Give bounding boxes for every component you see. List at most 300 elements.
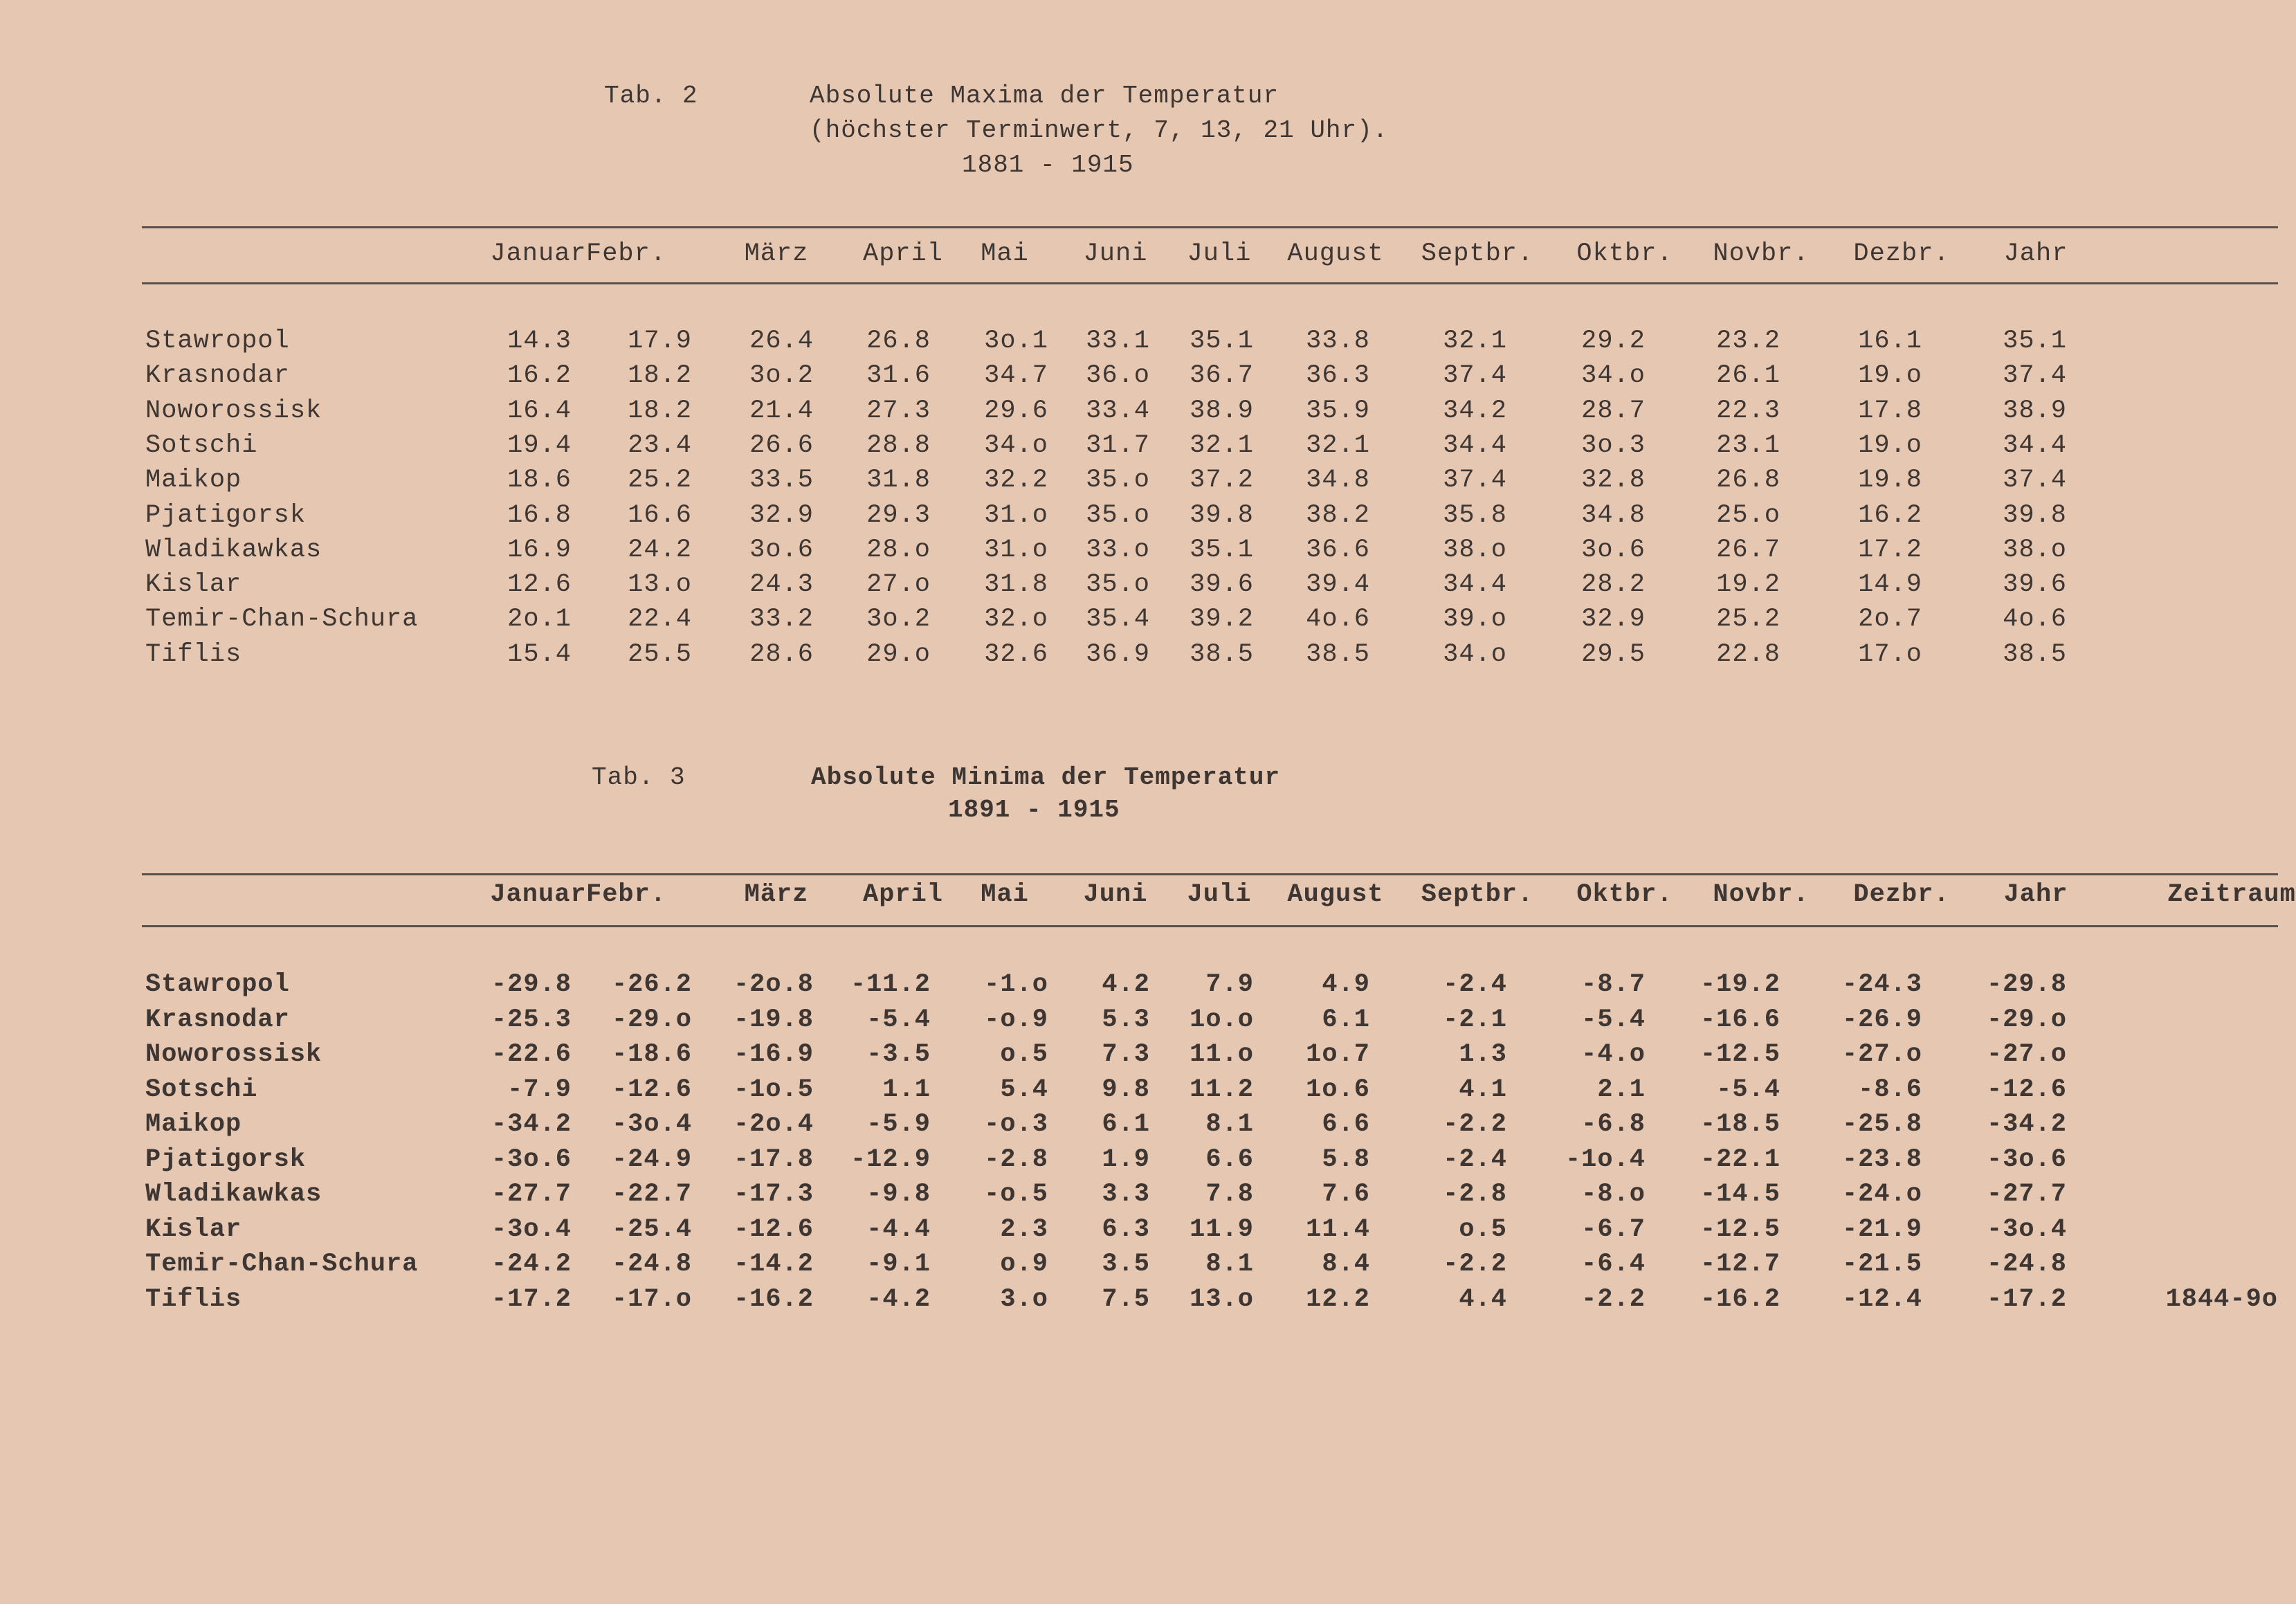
- tab3-cell: -2o.8: [733, 970, 814, 999]
- tab3-cell: -12.4: [1841, 1284, 1922, 1314]
- tab3-cell: -29.8: [1986, 970, 2067, 999]
- tab2-cell: 35.1: [1190, 327, 1254, 356]
- tab3-cell: 3.3: [1102, 1180, 1150, 1209]
- tab2-cell: 14.3: [507, 327, 572, 356]
- tab2-cell: 25.2: [628, 466, 692, 495]
- tab2-cell: 37.4: [2003, 466, 2067, 495]
- tab3-cell: -2.8: [1443, 1180, 1507, 1209]
- tab2-cell: 23.4: [628, 430, 692, 460]
- tab3-col-header: Oktbr.: [1576, 880, 1673, 909]
- tab3-cell: -16.2: [1700, 1284, 1780, 1314]
- tab2-cell: 35.4: [1086, 605, 1150, 635]
- tab3-cell: -2.4: [1443, 1145, 1507, 1174]
- tab2-cell: 19.4: [507, 430, 572, 460]
- tab3-cell: -4.4: [866, 1214, 931, 1244]
- tab2-cell: 16.8: [507, 500, 572, 530]
- tab2-cell: 3o.1: [984, 327, 1048, 356]
- tab3-cell: 4.2: [1102, 970, 1150, 999]
- tab2-cell: 17.o: [1858, 639, 1922, 669]
- tab3-cell: 5.3: [1102, 1005, 1150, 1035]
- tab3-cell: -12.5: [1700, 1040, 1780, 1069]
- tab3-cell: -2.1: [1443, 1005, 1507, 1035]
- tab3-cell: -16.6: [1700, 1005, 1780, 1035]
- tab2-cell: 28.o: [866, 535, 931, 565]
- tab2-cell: 36.9: [1086, 639, 1150, 669]
- tab3-station-label: Temir-Chan-Schura: [145, 1250, 419, 1279]
- tab2-cell: 38.5: [2003, 639, 2067, 669]
- tab3-cell: -8.7: [1581, 970, 1646, 999]
- tab2-cell: 31.8: [866, 466, 931, 495]
- tab3-cell: -14.5: [1700, 1180, 1780, 1209]
- tab2-title: Absolute Maxima der Temperatur: [810, 82, 1279, 110]
- tab3-col-header: Febr.: [585, 880, 667, 909]
- tab2-cell: 32.9: [1581, 605, 1646, 635]
- tab2-cell: 19.o: [1858, 430, 1922, 460]
- tab2-cell: 32.8: [1581, 466, 1646, 495]
- tab2-col-header: Oktbr.: [1576, 239, 1673, 268]
- tab3-period: 1891 - 1915: [948, 796, 1120, 824]
- tab2-cell: 34.o: [984, 430, 1048, 460]
- tab2-cell: 35.o: [1086, 466, 1150, 495]
- tab3-cell: 11.2: [1190, 1075, 1254, 1104]
- tab3-top-rule: [142, 873, 2278, 875]
- tab3-col-header: Jahr: [2003, 880, 2068, 909]
- tab3-cell: -29.o: [1986, 1005, 2067, 1035]
- tab3-cell: -25.8: [1841, 1110, 1922, 1139]
- tab2-cell: 37.2: [1190, 466, 1254, 495]
- tab3-cell: 11.o: [1190, 1040, 1254, 1069]
- tab2-cell: 18.2: [628, 361, 692, 391]
- tab3-cell: -2.2: [1581, 1284, 1646, 1314]
- tab2-cell: 39.2: [1190, 605, 1254, 635]
- tab3-cell: o.5: [1459, 1214, 1507, 1244]
- tab2-cell: 24.2: [628, 535, 692, 565]
- tab3-cell: 1.1: [882, 1075, 931, 1104]
- tab3-cell: -5.4: [1716, 1075, 1780, 1104]
- tab3-station-label: Sotschi: [145, 1075, 258, 1104]
- tab2-cell: 29.6: [984, 396, 1048, 426]
- tab2-cell: 33.8: [1306, 327, 1370, 356]
- tab3-cell: -24.8: [1986, 1250, 2067, 1279]
- tab3-cell: 7.5: [1102, 1284, 1150, 1314]
- tab3-cell: -22.1: [1700, 1145, 1780, 1174]
- tab2-cell: 39.6: [1190, 570, 1254, 600]
- tab2-cell: 31.7: [1086, 430, 1150, 460]
- tab3-cell: -29.o: [611, 1005, 692, 1035]
- tab3-cell: -17.2: [1986, 1284, 2067, 1314]
- tab3-cell: 3.5: [1102, 1250, 1150, 1279]
- tab3-cell: -27.7: [491, 1180, 572, 1209]
- tab2-cell: 28.6: [749, 639, 814, 669]
- tab2-cell: 2o.7: [1858, 605, 1922, 635]
- tab3-cell: -25.3: [491, 1005, 572, 1035]
- tab2-cell: 32.9: [749, 500, 814, 530]
- tab2-cell: 23.2: [1716, 327, 1780, 356]
- tab2-station-label: Sotschi: [145, 430, 258, 460]
- tab2-station-label: Noworossisk: [145, 396, 322, 426]
- tab3-cell: -11.2: [850, 970, 931, 999]
- tab2-cell: 33.1: [1086, 327, 1150, 356]
- tab3-cell: o.5: [1000, 1040, 1048, 1069]
- tab3-cell: 8.1: [1205, 1250, 1254, 1279]
- tab3-cell: -23.8: [1841, 1145, 1922, 1174]
- tab3-cell: -2.8: [984, 1145, 1048, 1174]
- tab2-station-label: Tiflis: [145, 639, 242, 669]
- tab2-cell: 3o.3: [1581, 430, 1646, 460]
- tab2-cell: 29.5: [1581, 639, 1646, 669]
- tab2-cell: 33.o: [1086, 535, 1150, 565]
- tab3-cell: -9.1: [866, 1250, 931, 1279]
- tab3-cell: -27.o: [1986, 1040, 2067, 1069]
- tab2-cell: 19.8: [1858, 466, 1922, 495]
- tab3-cell: -7.9: [507, 1075, 572, 1104]
- tab3-col-header: August: [1287, 880, 1384, 909]
- tab2-cell: 26.8: [1716, 466, 1780, 495]
- tab3-cell: -24.o: [1841, 1180, 1922, 1209]
- tab2-cell: 26.7: [1716, 535, 1780, 565]
- tab2-col-header: April: [862, 239, 944, 268]
- tab2-col-header: Novbr.: [1713, 239, 1810, 268]
- tab3-cell: -34.2: [491, 1110, 572, 1139]
- tab3-station-label: Wladikawkas: [145, 1180, 322, 1209]
- tab3-cell: -16.2: [733, 1284, 814, 1314]
- tab3-col-header: Septbr.: [1421, 880, 1534, 909]
- tab3-cell: -21.9: [1841, 1214, 1922, 1244]
- tab2-cell: 36.7: [1190, 361, 1254, 391]
- tab2-cell: 25.o: [1716, 500, 1780, 530]
- tab3-cell: -4.o: [1581, 1040, 1646, 1069]
- tab2-cell: 39.6: [2003, 570, 2067, 600]
- tab2-cell: 39.8: [2003, 500, 2067, 530]
- tab2-subtitle: (höchster Terminwert, 7, 13, 21 Uhr).: [810, 116, 1389, 145]
- tab2-cell: 17.2: [1858, 535, 1922, 565]
- tab3-cell: -27.7: [1986, 1180, 2067, 1209]
- tab3-cell: -o.9: [984, 1005, 1048, 1035]
- tab3-cell: 6.6: [1205, 1145, 1254, 1174]
- tab2-col-header: Juli: [1187, 239, 1252, 268]
- tab3-cell: o.9: [1000, 1250, 1048, 1279]
- tab3-col-header: April: [862, 880, 944, 909]
- tab3-cell: -14.2: [733, 1250, 814, 1279]
- tab2-cell: 3o.6: [749, 535, 814, 565]
- tab2-cell: 36.3: [1306, 361, 1370, 391]
- tab2-cell: 39.o: [1443, 605, 1507, 635]
- tab3-col-header: Januar: [490, 880, 587, 909]
- tab3-cell: -17.o: [611, 1284, 692, 1314]
- tab3-cell: -24.8: [611, 1250, 692, 1279]
- tab3-cell: -6.4: [1581, 1250, 1646, 1279]
- tab2-cell: 16.6: [628, 500, 692, 530]
- tab3-cell: 1o.o: [1190, 1005, 1254, 1035]
- tab2-cell: 34.o: [1443, 639, 1507, 669]
- tab2-cell: 19.2: [1716, 570, 1780, 600]
- tab2-col-header: Septbr.: [1421, 239, 1534, 268]
- tab3-cell: 1.9: [1102, 1145, 1150, 1174]
- tab2-cell: 3o.2: [866, 605, 931, 635]
- tab2-cell: 38.5: [1190, 639, 1254, 669]
- tab3-cell: -2.2: [1443, 1110, 1507, 1139]
- tab3-col-header: Juni: [1083, 880, 1148, 909]
- tab3-cell: -8.6: [1858, 1075, 1922, 1104]
- tab2-cell: 35.1: [2003, 327, 2067, 356]
- tab2-top-rule: [142, 226, 2278, 228]
- tab3-cell: -3o.6: [1986, 1145, 2067, 1174]
- tab2-cell: 3o.2: [749, 361, 814, 391]
- tab3-cell: -22.7: [611, 1180, 692, 1209]
- tab3-cell: -34.2: [1986, 1110, 2067, 1139]
- tab2-cell: 38.9: [1190, 396, 1254, 426]
- tab3-cell: -9.8: [866, 1180, 931, 1209]
- tab3-cell: 11.9: [1190, 1214, 1254, 1244]
- tab2-cell: 34.8: [1581, 500, 1646, 530]
- tab2-station-label: Krasnodar: [145, 361, 290, 391]
- tab2-cell: 15.4: [507, 639, 572, 669]
- tab2-station-label: Pjatigorsk: [145, 500, 307, 530]
- tab2-cell: 12.6: [507, 570, 572, 600]
- tab2-cell: 38.o: [1443, 535, 1507, 565]
- tab2-cell: 13.o: [628, 570, 692, 600]
- tab3-cell: -24.2: [491, 1250, 572, 1279]
- tab2-cell: 21.4: [749, 396, 814, 426]
- tab3-cell: -3o.4: [611, 1110, 692, 1139]
- tab2-period: 1881 - 1915: [962, 151, 1134, 179]
- tab2-cell: 26.8: [866, 327, 931, 356]
- tab2-cell: 34.8: [1306, 466, 1370, 495]
- tab3-cell: 8.1: [1205, 1110, 1254, 1139]
- tab2-cell: 32.2: [984, 466, 1048, 495]
- tab2-cell: 22.3: [1716, 396, 1780, 426]
- tab3-cell: -3.5: [866, 1040, 931, 1069]
- tab2-cell: 16.2: [507, 361, 572, 391]
- tab2-cell: 25.5: [628, 639, 692, 669]
- tab3-cell: -5.4: [866, 1005, 931, 1035]
- tab2-cell: 39.8: [1190, 500, 1254, 530]
- tab2-cell: 35.o: [1086, 570, 1150, 600]
- tab2-cell: 37.4: [1443, 361, 1507, 391]
- tab3-cell: -3o.6: [491, 1145, 572, 1174]
- tab3-cell: -5.9: [866, 1110, 931, 1139]
- tab3-title: Absolute Minima der Temperatur: [811, 763, 1281, 792]
- tab2-cell: 18.2: [628, 396, 692, 426]
- tab3-cell: 6.3: [1102, 1214, 1150, 1244]
- tab3-cell: 6.1: [1322, 1005, 1370, 1035]
- tab3-cell: 5.8: [1322, 1145, 1370, 1174]
- tab2-cell: 24.3: [749, 570, 814, 600]
- tab2-cell: 34.o: [1581, 361, 1646, 391]
- tab2-cell: 33.5: [749, 466, 814, 495]
- tab2-cell: 38.5: [1306, 639, 1370, 669]
- tab2-cell: 28.2: [1581, 570, 1646, 600]
- tab2-cell: 36.o: [1086, 361, 1150, 391]
- tab2-col-header: Januar: [490, 239, 587, 268]
- tab3-cell: -29.8: [491, 970, 572, 999]
- tab3-cell: 4.9: [1322, 970, 1370, 999]
- tab3-cell: -o.3: [984, 1110, 1048, 1139]
- tab2-col-header: Mai: [981, 239, 1029, 268]
- tab3-cell: 2.1: [1597, 1075, 1646, 1104]
- tab3-cell: -o.5: [984, 1180, 1048, 1209]
- tab3-cell: 4.4: [1459, 1284, 1507, 1314]
- tab2-col-header: Juni: [1083, 239, 1148, 268]
- tab2-cell: 25.2: [1716, 605, 1780, 635]
- tab3-cell: -8.o: [1581, 1180, 1646, 1209]
- tab2-cell: 22.4: [628, 605, 692, 635]
- tab3-cell: -6.8: [1581, 1110, 1646, 1139]
- tab2-cell: 38.9: [2003, 396, 2067, 426]
- tab2-col-header: August: [1287, 239, 1384, 268]
- tab2-cell: 28.8: [866, 430, 931, 460]
- tab2-col-header: Dezbr.: [1853, 239, 1950, 268]
- tab2-cell: 3o.6: [1581, 535, 1646, 565]
- tab2-cell: 27.o: [866, 570, 931, 600]
- tab3-cell: 9.8: [1102, 1075, 1150, 1104]
- tab2-label: Tab. 2: [604, 82, 698, 110]
- tab2-cell: 31.o: [984, 500, 1048, 530]
- tab2-cell: 32.1: [1306, 430, 1370, 460]
- tab3-cell: -12.7: [1700, 1250, 1780, 1279]
- tab3-cell: -12.6: [733, 1214, 814, 1244]
- tab2-cell: 28.7: [1581, 396, 1646, 426]
- tab2-cell: 36.6: [1306, 535, 1370, 565]
- tab3-station-label: Tiflis: [145, 1284, 242, 1314]
- tab3-col-header: Mai: [981, 880, 1029, 909]
- tab3-cell: -27.o: [1841, 1040, 1922, 1069]
- tab3-col-header: Dezbr.: [1853, 880, 1950, 909]
- tab2-cell: 29.o: [866, 639, 931, 669]
- tab2-cell: 38.o: [2003, 535, 2067, 565]
- tab3-cell: -17.8: [733, 1145, 814, 1174]
- tab2-col-header: Febr.: [585, 239, 667, 268]
- tab2-station-label: Temir-Chan-Schura: [145, 605, 419, 635]
- tab2-cell: 37.4: [1443, 466, 1507, 495]
- tab3-station-label: Kislar: [145, 1214, 242, 1244]
- tab3-cell: -6.7: [1581, 1214, 1646, 1244]
- tab3-cell: -18.6: [611, 1040, 692, 1069]
- tab2-cell: 34.2: [1443, 396, 1507, 426]
- tab2-cell: 34.7: [984, 361, 1048, 391]
- tab2-cell: 38.2: [1306, 500, 1370, 530]
- tab3-cell: 6.1: [1102, 1110, 1150, 1139]
- tab3-station-label: Krasnodar: [145, 1005, 290, 1035]
- tab2-cell: 14.9: [1858, 570, 1922, 600]
- tab2-station-label: Stawropol: [145, 327, 290, 356]
- tab3-cell: 1o.7: [1306, 1040, 1370, 1069]
- tab2-cell: 16.2: [1858, 500, 1922, 530]
- tab2-col-header: Jahr: [2003, 239, 2068, 268]
- tab3-cell: -19.2: [1700, 970, 1780, 999]
- tab3-cell: 7.6: [1322, 1180, 1370, 1209]
- tab3-cell: 13.o: [1190, 1284, 1254, 1314]
- tab2-cell: 32.1: [1190, 430, 1254, 460]
- tab3-col-header: Zeitraum: [2167, 880, 2296, 909]
- tab3-cell: -2.2: [1443, 1250, 1507, 1279]
- tab3-cell: -1o.5: [733, 1075, 814, 1104]
- tab2-cell: 26.1: [1716, 361, 1780, 391]
- tab2-cell: 27.3: [866, 396, 931, 426]
- tab2-cell: 4o.6: [2003, 605, 2067, 635]
- tab3-cell: 7.8: [1205, 1180, 1254, 1209]
- tab2-cell: 33.2: [749, 605, 814, 635]
- tab2-cell: 35.9: [1306, 396, 1370, 426]
- tab3-cell: -16.9: [733, 1040, 814, 1069]
- tab3-cell: -24.9: [611, 1145, 692, 1174]
- tab2-cell: 22.8: [1716, 639, 1780, 669]
- tab2-cell: 26.4: [749, 327, 814, 356]
- tab2-cell: 16.4: [507, 396, 572, 426]
- tab3-cell: 6.6: [1322, 1110, 1370, 1139]
- tab2-cell: 39.4: [1306, 570, 1370, 600]
- tab3-cell: -2.4: [1443, 970, 1507, 999]
- tab3-label: Tab. 3: [592, 763, 686, 792]
- tab2-cell: 23.1: [1716, 430, 1780, 460]
- tab2-cell: 4o.6: [1306, 605, 1370, 635]
- tab3-cell: 3.o: [1000, 1284, 1048, 1314]
- tab3-col-header: März: [744, 880, 809, 909]
- tab2-cell: 34.4: [2003, 430, 2067, 460]
- tab3-station-label: Pjatigorsk: [145, 1145, 307, 1174]
- tab3-cell: 7.3: [1102, 1040, 1150, 1069]
- tab2-cell: 26.6: [749, 430, 814, 460]
- tab2-cell: 35.o: [1086, 500, 1150, 530]
- tab2-cell: 16.9: [507, 535, 572, 565]
- tab3-cell: -3o.4: [1986, 1214, 2067, 1244]
- tab3-cell: 1o.6: [1306, 1075, 1370, 1104]
- tab2-cell: 29.2: [1581, 327, 1646, 356]
- tab3-cell: 7.9: [1205, 970, 1254, 999]
- tab2-cell: 34.4: [1443, 570, 1507, 600]
- tab2-station-label: Maikop: [145, 466, 242, 495]
- tab2-cell: 32.1: [1443, 327, 1507, 356]
- tab2-cell: 31.8: [984, 570, 1048, 600]
- tab2-cell: 32.6: [984, 639, 1048, 669]
- tab3-cell: -12.6: [1986, 1075, 2067, 1104]
- tab3-cell: -18.5: [1700, 1110, 1780, 1139]
- tab3-cell: -26.9: [1841, 1005, 1922, 1035]
- tab3-cell: -3o.4: [491, 1214, 572, 1244]
- tab3-col-header: Novbr.: [1713, 880, 1810, 909]
- tab3-cell: 1844-9o: [2165, 1284, 2278, 1314]
- tab2-mid-rule: [142, 282, 2278, 284]
- tab3-cell: -26.2: [611, 970, 692, 999]
- tab2-cell: 29.3: [866, 500, 931, 530]
- tab2-cell: 16.1: [1858, 327, 1922, 356]
- tab2-cell: 2o.1: [507, 605, 572, 635]
- tab3-cell: 5.4: [1000, 1075, 1048, 1104]
- tab2-cell: 17.9: [628, 327, 692, 356]
- tab3-station-label: Stawropol: [145, 970, 290, 999]
- tab3-cell: -19.8: [733, 1005, 814, 1035]
- tab3-col-header: Juli: [1187, 880, 1252, 909]
- tab3-cell: -12.5: [1700, 1214, 1780, 1244]
- tab2-cell: 32.o: [984, 605, 1048, 635]
- tab2-cell: 31.o: [984, 535, 1048, 565]
- tab2-cell: 31.6: [866, 361, 931, 391]
- tab3-cell: 2.3: [1000, 1214, 1048, 1244]
- tab3-cell: 8.4: [1322, 1250, 1370, 1279]
- tab3-cell: -24.3: [1841, 970, 1922, 999]
- tab3-cell: -21.5: [1841, 1250, 1922, 1279]
- tab3-cell: 4.1: [1459, 1075, 1507, 1104]
- tab3-cell: -25.4: [611, 1214, 692, 1244]
- tab2-cell: 17.8: [1858, 396, 1922, 426]
- tab3-cell: -4.2: [866, 1284, 931, 1314]
- tab2-cell: 33.4: [1086, 396, 1150, 426]
- tab2-station-label: Wladikawkas: [145, 535, 322, 565]
- tab2-cell: 35.1: [1190, 535, 1254, 565]
- tab2-cell: 35.8: [1443, 500, 1507, 530]
- tab2-cell: 19.o: [1858, 361, 1922, 391]
- tab2-station-label: Kislar: [145, 570, 242, 600]
